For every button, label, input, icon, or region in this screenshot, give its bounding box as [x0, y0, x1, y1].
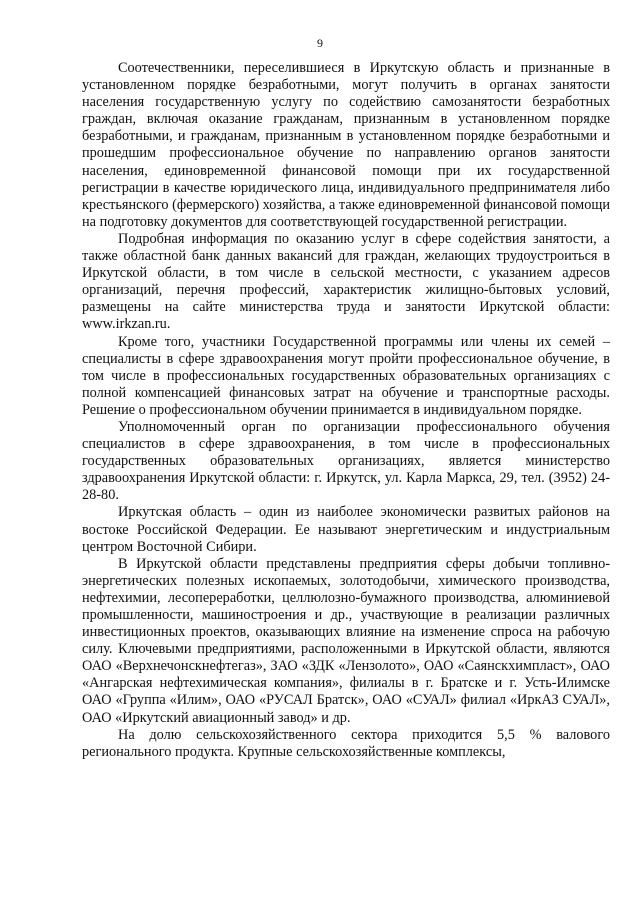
paragraph-region-overview: Иркутская область – один из наиболее экономически развитых районов на востоке Российской Федерации. Ее называют энергетическим и индустриальным центром Восточной Сибири. — [82, 504, 610, 555]
paragraph-self-employment-support: Соотечественники, переселившиеся в Иркутскую область и признанные в установленном порядке безработными, могут получить в органах занятости населения государственную услугу по содействию самозанятости безработных граждан, включая оказание гражданам, признанным в установленном порядке безработными, и гражданам, признанным в установленном порядке безработными и прошедшим профессиональное обучение по направлению органов занятости населения, единовременной финансовой помощи при их государственной регистрации в качестве юридического лица, индивидуального предпринимателя либо крестьянского (фермерского) хозяйства, а также единовременной финансовой помощи на подготовку документов для соответствующей государственной регистрации. — [82, 60, 610, 230]
paragraph-authorized-body: Уполномоченный орган по организации профессионального обучения специалистов в сфере здравоохранения, в том числе в профессиональных государственных образовательных организациях, является министерство здравоохранения Иркутской области: г. Иркутск, ул. Карла Маркса, 29, тел. (3952) 24-28-80. — [82, 418, 610, 504]
paragraph-healthcare-training: Кроме того, участники Государственной программы или члены их семей – специалисты в сфере здравоохранения могут пройти профессиональное обучение, в том числе в профессиональных государственных образовательных организациях с полной компенсацией финансовых затрат на обучение и транспортные расходы. Решение о профессиональном обучении принимается в индивидуальном порядке. — [82, 333, 610, 418]
page-number: 9 — [317, 36, 323, 50]
paragraph-agriculture: На долю сельскохозяйственного сектора приходится 5,5 % валового регионального продукта. Крупные сельскохозяйственные комплексы, — [82, 726, 610, 760]
paragraph-employment-info: Подробная информация по оказанию услуг в сфере содействия занятости, а также областной банк данных вакансий для граждан, желающих трудоустроиться в Иркутской области, в том числе в сельской местности, с указанием адресов организаций, перечня профессий, характеристик жилищно-бытовых условий, размещены на сайте министерства труда и занятости Иркутской области: www.irkzan.ru. — [82, 230, 610, 333]
paragraph-industry-enterprises: В Иркутской области представлены предприятия сферы добычи топливно-энергетических полезных ископаемых, золотодобычи, химического производства, нефтехимии, лесопереработки, целлюлозно-бумажного производства, алюминиевой промышленности, машиностроения и др., участвующие в реализации различных инвестиционных проектов, оказывающих влияние на изменение спроса на рабочую силу. Ключевыми предприятиями, расположенными в Иркутской области, являются ОАО «Верхнечонскнефтегаз», ЗАО «ЗДК «Лензолото», ОАО «Саянскхимпласт», ОАО «Ангарская нефтехимическая компания», филиалы в г. Братске и г. Усть-Илимске ОАО «Группа «Илим», ОАО «РУСАЛ Братск», ОАО «СУАЛ» филиал «ИркАЗ СУАЛ», ОАО «Иркутский авиационный завод» и др. — [82, 555, 610, 726]
document-body — [82, 60, 610, 761]
